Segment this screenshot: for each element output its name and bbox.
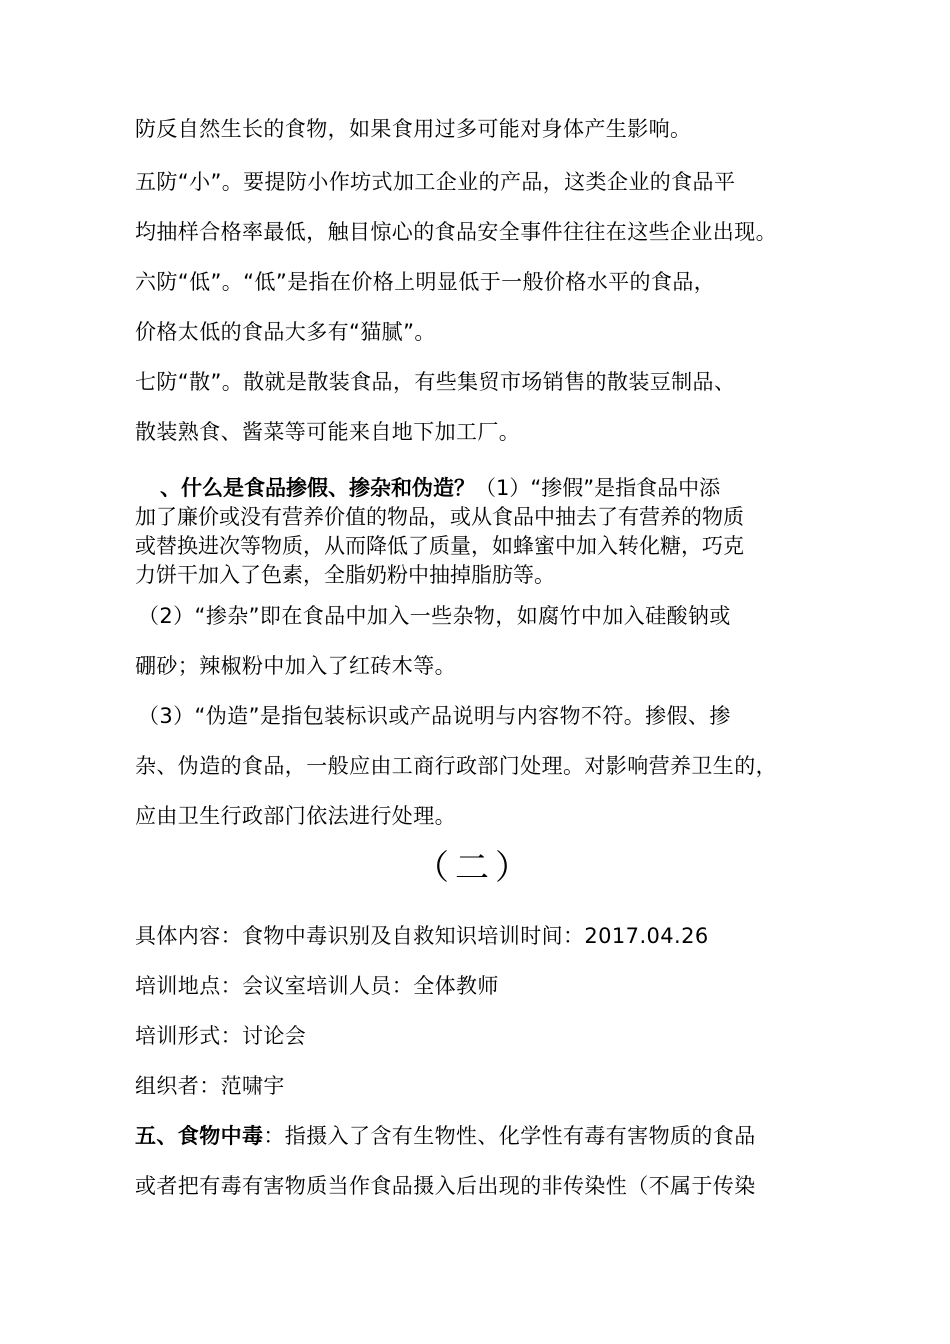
- poisoning-rest: ：指摄入了含有生物性、化学性有毒有害物质的食品: [263, 1124, 756, 1148]
- training-format: 培训形式：讨论会: [135, 1024, 307, 1048]
- text-line: 七防“散”。散就是散装食品，有些集贸市场销售的散装豆制品、: [135, 370, 736, 394]
- text-line: 价格太低的食品大多有“猫腻”。: [135, 320, 436, 344]
- text-line: 防反自然生长的食物，如果食用过多可能对身体产生影响。: [135, 117, 692, 141]
- text-line: 散装熟食、酱菜等可能来自地下加工厂。: [135, 420, 521, 444]
- section-heading: （二）: [415, 848, 535, 888]
- training-content: 具体内容：食物中毒识别及自救知识培训时间：2017.04.26: [135, 924, 709, 948]
- text-line: （3）“伪造”是指包装标识或产品说明与内容物不符。掺假、掺: [138, 704, 731, 728]
- text-line: 六防“低”。“低”是指在价格上明显低于一般价格水平的食品，: [135, 270, 716, 294]
- poisoning-label: 五、食物中毒: [135, 1124, 264, 1148]
- training-location: 培训地点：会议室培训人员：全体教师: [135, 974, 499, 998]
- text-line: 杂、伪造的食品，一般应由工商行政部门处理。对影响营养卫生的，: [135, 754, 777, 778]
- training-organizer: 组织者：范啸宇: [135, 1074, 285, 1098]
- question-rest: （1）“掺假”是指食品中添: [475, 476, 721, 500]
- question-bold: 、什么是食品掺假、掺杂和伪造？: [160, 476, 475, 500]
- text-line: 或者把有毒有害物质当作食品摄入后出现的非传染性（不属于传染: [135, 1174, 756, 1198]
- text-line: 均抽样合格率最低，触目惊心的食品安全事件往往在这些企业出现。: [135, 220, 777, 244]
- text-line: 应由卫生行政部门依法进行处理。: [135, 804, 456, 828]
- text-line: 力饼干加入了色素，全脂奶粉中抽掉脂肪等。: [135, 563, 555, 587]
- text-line: 五防“小”。要提防小作坊式加工企业的产品，这类企业的食品平: [135, 170, 736, 194]
- text-line: 硼砂；辣椒粉中加入了红砖木等。: [135, 654, 456, 678]
- poisoning-definition: [135, 1121, 756, 1151]
- text-line: 加了廉价或没有营养价值的物品，或从食品中抽去了有营养的物质: [135, 505, 744, 529]
- text-line: 或替换进次等物质，从而降低了质量，如蜂蜜中加入转化糖，巧克: [135, 534, 744, 558]
- text-line: （2）“掺杂”即在食品中加入一些杂物，如腐竹中加入硅酸钠或: [138, 604, 731, 628]
- question-line: [160, 474, 720, 503]
